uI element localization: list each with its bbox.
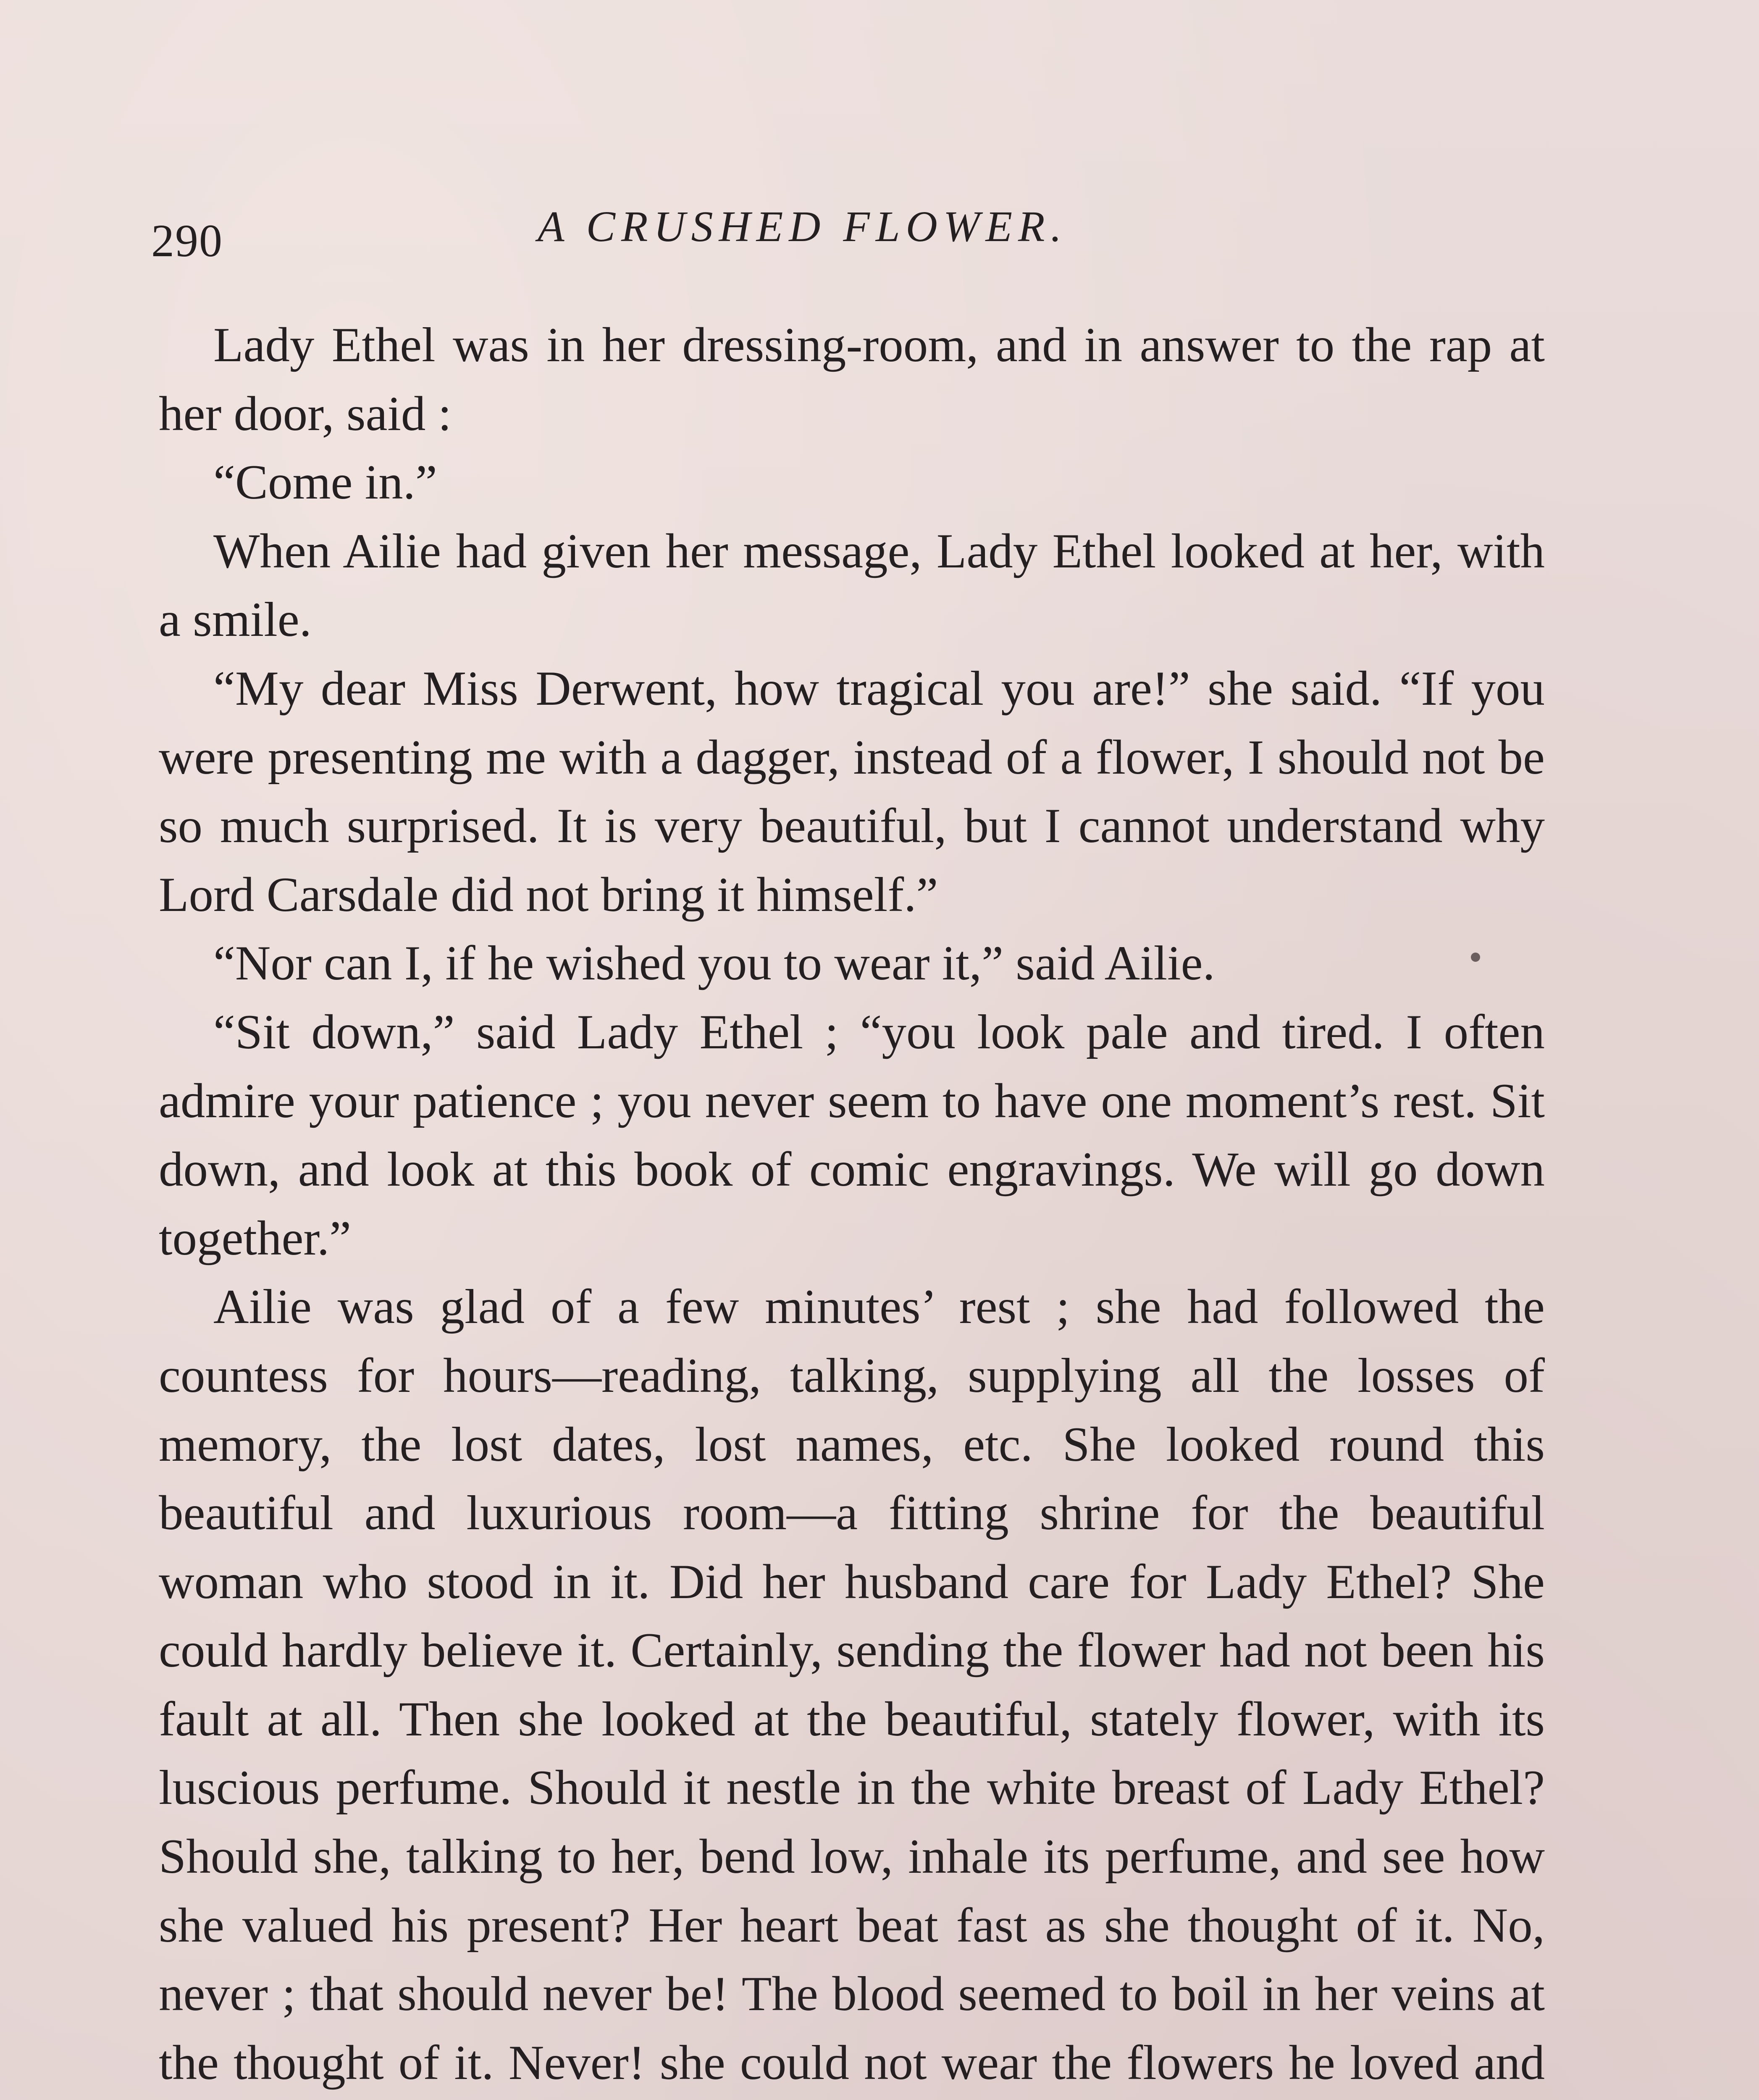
paragraph: “Nor can I, if he wished you to wear it,” said Ailie. xyxy=(213,936,1215,991)
page-number: 290 xyxy=(151,215,223,266)
paragraph: “My dear Miss Derwent, how tragical you are!” she said. “If you were presenting me with a dagger, instead of a flower, I should not be so much surprised. It is very beautiful, but I cannot understand why Lord Carsdale did not bring it himself.” xyxy=(159,661,1545,922)
paragraph: “Come in.” xyxy=(213,455,437,510)
paper-fleck xyxy=(1471,953,1480,962)
body-text xyxy=(159,311,1545,2100)
running-head xyxy=(151,197,1562,269)
paragraph: When Ailie had given her message, Lady Ethel looked at her, with a smile. xyxy=(159,524,1545,647)
running-title: A CRUSHED FLOWER. xyxy=(538,202,1068,251)
paragraph: Lady Ethel was in her dressing-room, and in answer to the rap at her door, said : xyxy=(159,318,1545,441)
paragraph: Ailie was glad of a few minutes’ rest ; she had followed the countess for hours—reading, talking, supplying all the losses of memory, the lost dates, lost names, etc. She looked round this beautiful and luxurious room—a fitting shrine for the beautiful woman who stood in it. Did her husband care for Lady Ethel? She could hardly believe it. Certainly, sending the flower had not been his fault at all. Then she looked at the beautiful, stately flower, with its luscious perfume. Should it nestle in the white breast of Lady Ethel? Should she, talking to her, bend low, inhale its perfume, and see how she valued his present? Her heart beat fast as she thought of it. No, never ; that should never be! The blood seemed to boil in her veins at the thought of it. Never! she could not wear the flowers he loved and xyxy=(159,1280,1545,2090)
paragraph: “Sit down,” said Lady Ethel ; “you look pale and tired. I often admire your patience ; you never seem to have one moment’s rest. Sit down, and look at this book of comic engravings. We will go down together.” xyxy=(159,1005,1545,1265)
